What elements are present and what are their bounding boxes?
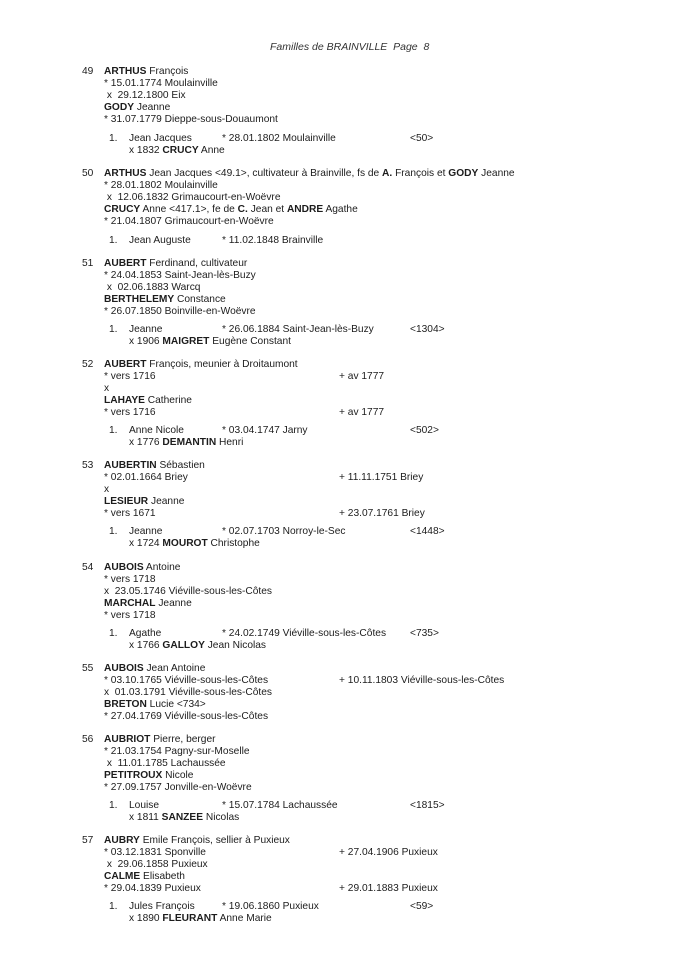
text-line [104,508,156,520]
text-line [109,425,118,437]
text-line [339,847,438,859]
text-line [129,437,243,449]
text-segment: * 15.07.1784 Lachaussée [222,800,338,811]
text-segment: x [104,484,110,495]
text-line [104,282,200,294]
text-line [104,472,188,484]
text-segment: Eugène Constant [209,336,291,347]
text-line [129,526,162,538]
text-segment: * 28.01.1802 Moulainville [104,180,218,191]
text-segment: 1. [109,324,118,335]
text-line [104,859,208,871]
surname: ARTHUS [104,168,147,179]
text-line [410,425,439,437]
text-line [104,562,180,574]
text-segment: <50> [410,133,434,144]
text-line [104,102,170,114]
text-line [104,711,268,723]
surname: MARCHAL [104,598,156,609]
text-segment: 1. [109,235,118,246]
text-segment: 1. [109,425,118,436]
text-line [104,180,218,192]
text-segment: Anne Nicole [129,425,184,436]
text-line [104,610,156,622]
surname: AUBRY [104,835,140,846]
text-line [104,663,205,675]
surname: SANZEE [161,812,203,823]
text-segment: 1. [109,800,118,811]
text-line [82,359,93,371]
text-line [104,871,185,883]
surname: AUBRIOT [104,734,151,745]
text-line [82,258,93,270]
text-segment: Jeanne [129,324,163,335]
text-line [129,145,225,157]
text-segment: x 01.03.1791 Viéville-sous-les-Côtes [104,687,272,698]
text-segment: * 27.09.1757 Jonville-en-Woëvre [104,782,252,793]
text-segment: x 1811 [129,812,162,823]
text-segment: <1448> [410,526,445,537]
text-line [109,628,118,640]
text-segment: Ferdinand, cultivateur [146,258,248,269]
text-segment: * 27.04.1769 Viéville-sous-les-Côtes [104,711,269,722]
text-line [104,586,272,598]
text-segment: * vers 1718 [104,574,156,585]
text-segment: Jeanne [134,102,171,113]
surname: AUBERTIN [104,460,157,471]
text-segment: + 27.04.1906 Puxieux [339,847,438,858]
text-segment: x 1776 [129,437,163,448]
text-segment: Jean Antoine [143,663,206,674]
text-line [104,835,290,847]
text-line [339,371,384,383]
text-line [222,526,345,538]
text-segment: x 11.01.1785 Lachaussée [104,758,226,769]
text-segment: x 1766 [129,640,163,651]
text-segment: Jeanne [129,526,163,537]
text-segment: Catherine [144,395,192,406]
text-segment: + av 1777 [339,371,385,382]
text-line [104,407,156,419]
page-header: Familles de BRAINVILLE Page 8 [270,41,430,53]
text-segment: x 29.06.1858 Puxieux [104,859,208,870]
text-segment: * 15.01.1774 Moulainville [104,78,218,89]
text-segment: + av 1777 [339,407,385,418]
text-segment: + 11.11.1751 Briey [339,472,424,483]
text-line [410,324,445,336]
surname: GODY [104,102,135,113]
text-line [104,114,278,126]
text-line [129,640,266,652]
text-line [410,628,439,640]
surname: DEMANTIN [162,437,217,448]
text-line [104,734,216,746]
text-segment: * 19.06.1860 Puxieux [222,901,319,912]
text-segment: * 02.07.1703 Norroy-le-Sec [222,526,346,537]
text-line [129,336,291,348]
text-line [339,407,384,419]
text-line [104,270,256,282]
surname: PETITROUX [104,770,163,781]
text-segment: Louise [129,800,160,811]
surname: BERTHELEMY [104,294,175,305]
text-segment: <59> [410,901,434,912]
text-line [129,133,192,145]
text-line [104,460,205,472]
text-line [82,168,93,180]
text-segment: François, meunier à Droitaumont [146,359,298,370]
text-segment: x 1832 [129,145,163,156]
surname: LAHAYE [104,395,145,406]
text-segment: 55 [82,663,94,674]
text-line [410,526,445,538]
text-segment: * 11.02.1848 Brainville [222,235,324,246]
text-line [222,235,323,247]
text-line [222,133,336,145]
text-segment: x 23.05.1746 Viéville-sous-les-Côtes [104,586,272,597]
text-segment: Nicole [162,770,194,781]
text-line [104,699,206,711]
text-line [109,133,118,145]
text-line [104,574,156,586]
text-segment: x [104,383,110,394]
text-segment: <502> [410,425,439,436]
text-segment: 1. [109,133,118,144]
surname: C. [237,204,248,215]
text-line [82,734,93,746]
text-segment: Jean Auguste [129,235,191,246]
text-line [410,800,445,812]
text-segment: Antoine [143,562,181,573]
text-segment: Pierre, berger [150,734,216,745]
text-segment: Jeanne [478,168,515,179]
text-line [109,526,118,538]
text-line [104,78,218,90]
text-line [104,216,274,228]
text-segment: Agathe [129,628,162,639]
surname: GALLOY [162,640,205,651]
text-line [104,496,184,508]
text-line [339,472,423,484]
text-segment: <735> [410,628,439,639]
text-line [104,258,247,270]
surname: AUBERT [104,359,147,370]
text-segment: 53 [82,460,94,471]
text-segment: * vers 1716 [104,407,156,418]
text-segment: * 28.01.1802 Moulainville [222,133,336,144]
text-segment: * 24.02.1749 Viéville-sous-les-Côtes [222,628,387,639]
text-line [104,758,226,770]
text-line [104,675,268,687]
text-segment: Jules François [129,901,195,912]
text-segment: * 21.04.1807 Grimaucourt-en-Woëvre [104,216,274,227]
text-line [222,425,308,437]
text-line [222,324,374,336]
text-segment: Anne Marie [217,913,272,924]
text-segment: 56 [82,734,94,745]
text-line [104,484,109,496]
surname: CRUCY [162,145,199,156]
text-line [339,883,438,895]
text-line [104,770,193,782]
surname: CRUCY [104,204,141,215]
text-segment: + 10.11.1803 Viéville-sous-les-Côtes [339,675,505,686]
text-line [109,901,118,913]
text-line [339,675,504,687]
text-segment: x 1724 [129,538,163,549]
text-segment: Nicolas [203,812,240,823]
text-line [104,306,256,318]
text-segment: * 03.12.1831 Sponville [104,847,206,858]
text-line [222,901,319,913]
text-line [410,901,433,913]
surname: AUBOIS [104,663,144,674]
text-line [104,168,515,180]
text-line [129,901,195,913]
text-segment: Constance [174,294,226,305]
text-line [104,66,188,78]
text-line [129,800,159,812]
text-segment: * vers 1671 [104,508,156,519]
text-segment: * 02.01.1664 Briey [104,472,188,483]
text-segment: x 12.06.1832 Grimaucourt-en-Woëvre [104,192,281,203]
text-line [109,324,118,336]
text-segment: Lucie <734> [146,699,206,710]
text-segment: * vers 1716 [104,371,156,382]
text-segment: * 24.04.1853 Saint-Jean-lès-Buzy [104,270,256,281]
text-segment: * vers 1718 [104,610,156,621]
text-segment: * 21.03.1754 Pagny-sur-Moselle [104,746,250,757]
text-segment: x 02.06.1883 Warcq [104,282,201,293]
text-line [339,508,425,520]
text-segment: 54 [82,562,94,573]
text-segment: 50 [82,168,94,179]
text-line [104,687,272,699]
text-line [129,235,191,247]
text-segment: Anne <417.1>, fe de [140,204,238,215]
text-line [222,800,338,812]
text-segment: François [146,66,189,77]
text-segment: Elisabeth [140,871,185,882]
text-line [104,782,252,794]
text-segment: <1815> [410,800,445,811]
text-segment: Jean Jacques <49.1>, cultivateur à Brainville, fs de [146,168,383,179]
text-segment: 49 [82,66,94,77]
text-line [104,883,201,895]
text-line [82,562,93,574]
surname: ARTHUS [104,66,147,77]
text-segment: * 26.06.1884 Saint-Jean-lès-Buzy [222,324,374,335]
text-segment: * 31.07.1779 Dieppe-sous-Douaumont [104,114,278,125]
text-segment: Jeanne [155,598,192,609]
text-segment: Sébastien [156,460,205,471]
text-line [129,628,161,640]
text-segment: + 29.01.1883 Puxieux [339,883,438,894]
text-line [104,847,206,859]
text-line [109,800,118,812]
text-line [129,324,162,336]
surname: A. [382,168,393,179]
text-line [104,204,358,216]
text-segment: Agathe [323,204,358,215]
text-line [129,812,239,824]
text-line [82,663,93,675]
text-line [82,835,93,847]
text-segment: <1304> [410,324,445,335]
text-line [129,913,272,925]
text-segment: x 1906 [129,336,163,347]
text-segment: * 03.04.1747 Jarny [222,425,308,436]
text-segment: Henri [216,437,244,448]
text-segment: Jean Jacques [129,133,192,144]
text-segment: 1. [109,901,118,912]
text-segment: x 1890 [129,913,163,924]
text-segment: 1. [109,526,118,537]
text-line [109,235,118,247]
text-segment: * 29.04.1839 Puxieux [104,883,201,894]
surname: LESIEUR [104,496,149,507]
text-segment: + 23.07.1761 Briey [339,508,425,519]
text-line [104,598,192,610]
text-line [129,538,260,550]
surname: AUBERT [104,258,147,269]
surname: BRETON [104,699,147,710]
surname: MOUROT [162,538,208,549]
text-line [104,746,250,758]
surname: CALME [104,871,141,882]
text-segment: 51 [82,258,94,269]
surname: MAIGRET [162,336,210,347]
text-segment: François et [392,168,449,179]
surname: FLEURANT [162,913,218,924]
text-segment: * 26.07.1850 Boinville-en-Woëvre [104,306,256,317]
text-line [82,460,93,472]
surname: AUBOIS [104,562,144,573]
text-segment: 1. [109,628,118,639]
text-segment: Anne [198,145,225,156]
text-line [104,383,109,395]
text-line [410,133,433,145]
text-line [104,371,156,383]
surname: ANDRE [286,204,324,215]
text-segment: 52 [82,359,94,370]
text-line [82,66,93,78]
text-line [104,294,226,306]
text-line [104,395,192,407]
text-segment: Jeanne [148,496,185,507]
text-segment: * 03.10.1765 Viéville-sous-les-Côtes [104,675,269,686]
text-segment: Jean et [247,204,287,215]
text-line [104,359,298,371]
text-line [129,425,184,437]
text-segment: Jean Nicolas [204,640,267,651]
text-line [222,628,386,640]
text-segment: 57 [82,835,94,846]
text-segment: x 29.12.1800 Eix [104,90,186,101]
surname: GODY [448,168,479,179]
text-line [104,192,280,204]
text-segment: Christophe [207,538,260,549]
text-line [104,90,186,102]
text-segment: Emile François, sellier à Puxieux [139,835,290,846]
